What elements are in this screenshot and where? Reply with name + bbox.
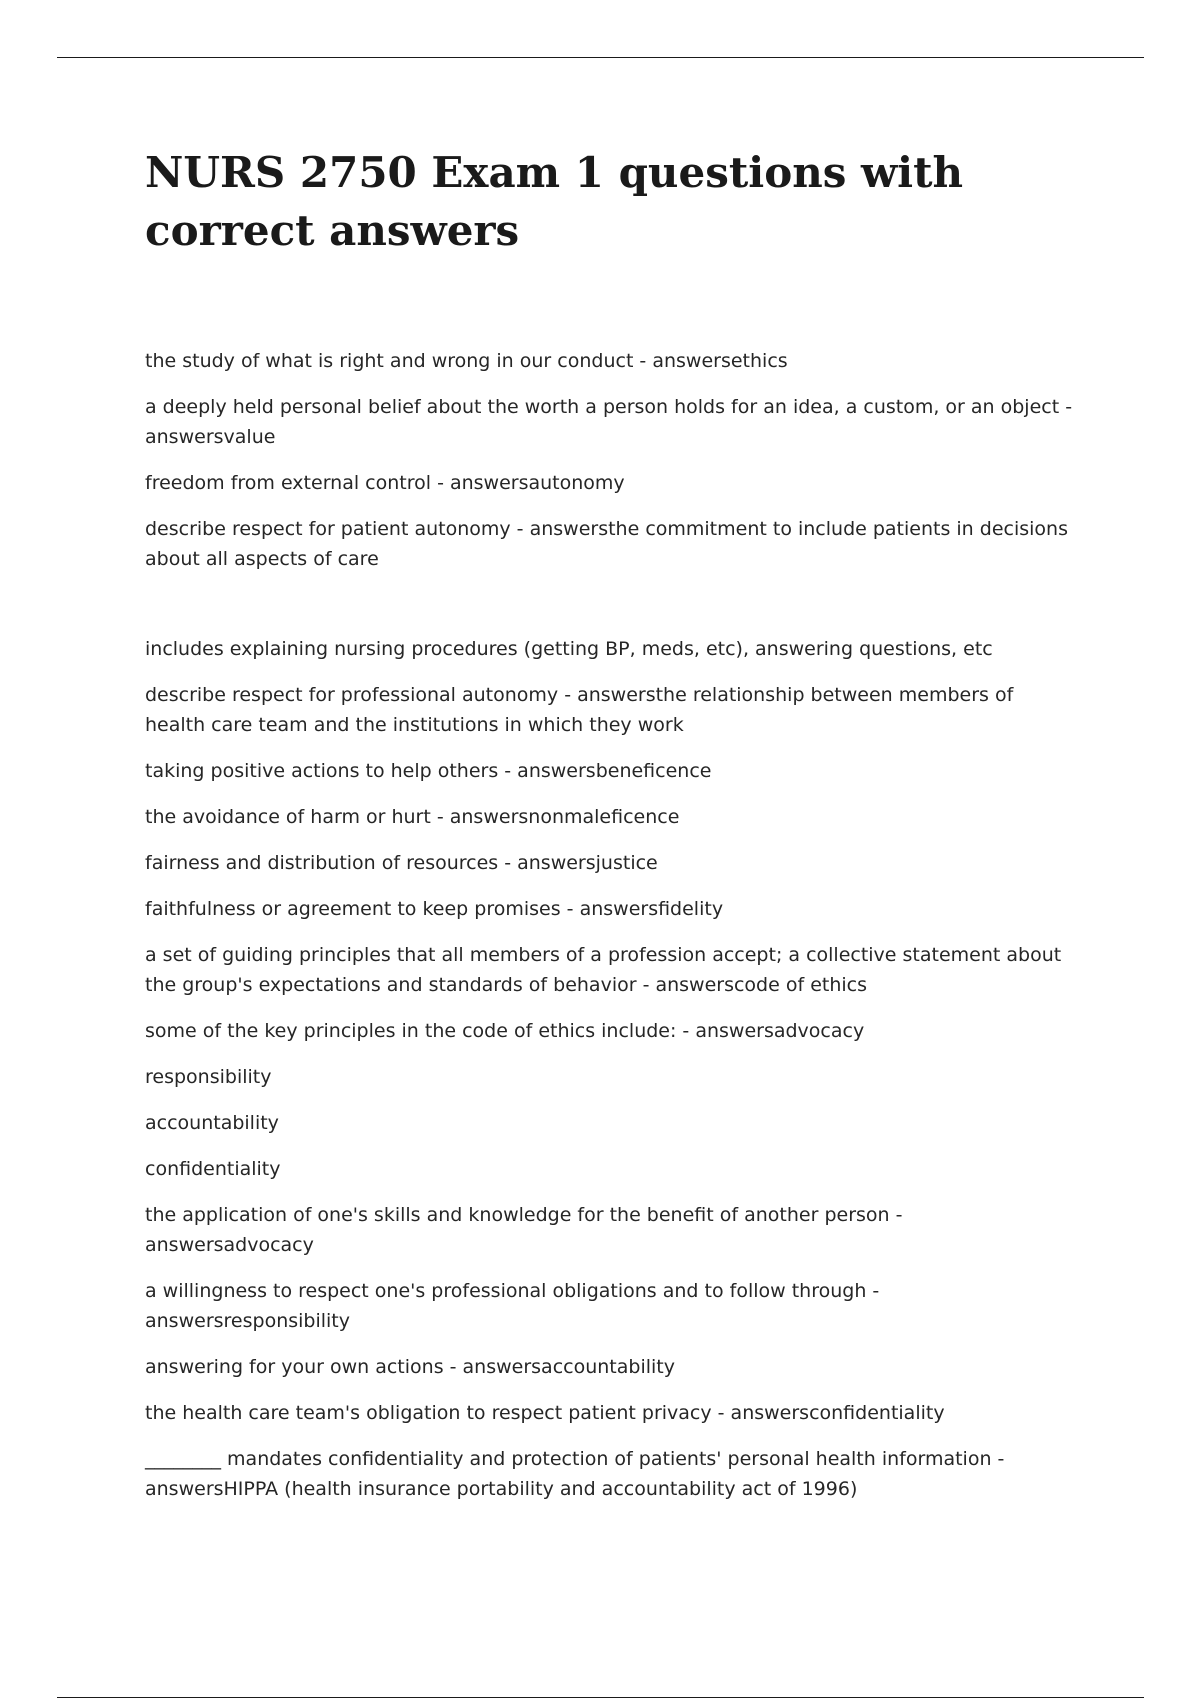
qa-entry: the application of one's skills and knowledge for the benefit of another person - answersadvocacy	[145, 1204, 903, 1256]
qa-entry: accountability	[145, 1112, 279, 1134]
qa-entry: the study of what is right and wrong in our conduct - answersethics	[145, 350, 788, 372]
qa-entry: the health care team's obligation to respect patient privacy - answersconfidentiality	[145, 1402, 945, 1424]
footer-rule	[57, 1697, 1144, 1698]
qa-entry: freedom from external control - answersautonomy	[145, 472, 625, 494]
qa-entry: ________ mandates confidentiality and protection of patients' personal health information - answersHIPPA (health insurance portability and accountability act of 1996)	[145, 1448, 1005, 1500]
qa-entry: includes explaining nursing procedures (getting BP, meds, etc), answering questions, etc	[145, 638, 993, 660]
qa-entry: fairness and distribution of resources - answersjustice	[145, 852, 658, 874]
qa-entry: a deeply held personal belief about the worth a person holds for an idea, a custom, or an object - answersvalue	[145, 396, 1073, 448]
qa-entry: answering for your own actions - answersaccountability	[145, 1356, 675, 1378]
qa-entry: taking positive actions to help others - answersbeneficence	[145, 760, 712, 782]
qa-entry: describe respect for professional autonomy - answersthe relationship between members of health care team and the institutions in which they work	[145, 684, 1014, 736]
qa-entry: a set of guiding principles that all members of a profession accept; a collective statement about the group's expectations and standards of behavior - answerscode of ethics	[145, 944, 1062, 996]
qa-list	[145, 346, 1075, 1504]
qa-entry: some of the key principles in the code of ethics include: - answersadvocacy	[145, 1020, 865, 1042]
qa-entry: a willingness to respect one's professional obligations and to follow through - answersresponsibility	[145, 1280, 880, 1332]
qa-entry: the avoidance of harm or hurt - answersnonmaleficence	[145, 806, 680, 828]
qa-entry: responsibility	[145, 1066, 272, 1088]
document-title: NURS 2750 Exam 1 questions with correct answers	[145, 148, 964, 255]
header-rule	[57, 57, 1144, 58]
qa-entry: faithfulness or agreement to keep promises - answersfidelity	[145, 898, 724, 920]
qa-entry: describe respect for patient autonomy - answersthe commitment to include patients in decisions about all aspects of care	[145, 518, 1068, 570]
qa-entry: confidentiality	[145, 1158, 281, 1180]
